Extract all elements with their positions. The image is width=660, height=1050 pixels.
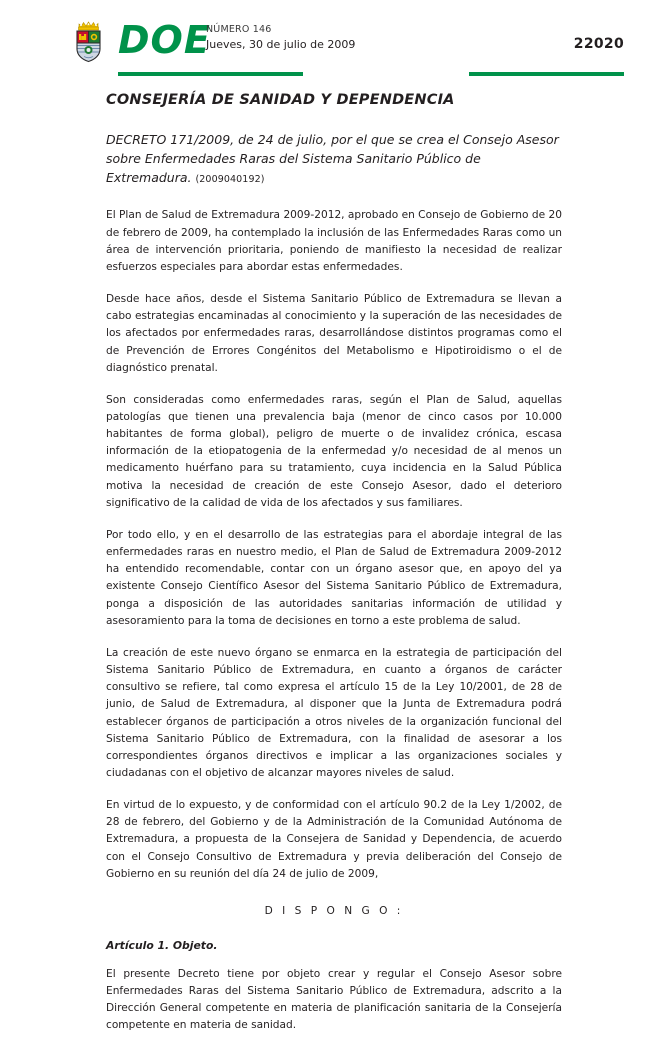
paragraph-3: Son consideradas como enfermedades raras, según el Plan de Salud, aquellas patologías que tienen una prevalencia baja (menor de cinco casos por 10.000 habitantes de forma global), peligro de muerte o de invalidez crónica, escasa información de la etiopatogenia de la enfermedad y/o necesidad de al menos un medicamento huérfano para su tratamiento, cuya incidencia en la Salud Pública motiva la necesidad de creación de este Consejo Asesor, dado el deterioro significativo de la calidad de vida de los afectados y sus familiares. [106, 393, 562, 509]
article-paragraph: El presente Decreto tiene por objeto crear y regular el Consejo Asesor sobre Enfermedades Raras del Sistema Sanitario Público de Extremadura, adscrito a la Dirección General competente en materia de planificación sanitaria de la Consejería competente en materia de sanidad. [106, 967, 562, 1032]
article-heading: Artículo 1. Objeto. [106, 938, 218, 952]
decree-title-text: DECRETO 171/2009, de 24 de julio, por el que se crea el Consejo Asesor sobre Enfermedades Raras del Sistema Sanitario Público de Extremadura. [106, 132, 559, 185]
issue-info [206, 24, 355, 52]
paragraph-4: Por todo ello, y en el desarrollo de las estrategias para el abordaje integral de las enfermedades raras en nuestro medio, el Plan de Salud de Extremadura 2009-2012 ha entendido recomendable, contar con un órgano asesor que, en apoyo del ya existente Consejo Científico Asesor del Sistema Sanitario Público de Extremadura, ponga a disposición de las autoridades sanitarias información de utilidad y asesoramiento para la toma de decisiones en torno a este problema de salud. [106, 528, 562, 627]
masthead [0, 14, 660, 64]
issue-number: NÚMERO 146 [206, 24, 272, 35]
paragraph-2: Desde hace años, desde el Sistema Sanitario Público de Extremadura se llevan a cabo estrategias encaminadas al conocimiento y la superación de las necesidades de los afectados por enfermedades raras, desarrollándose distintos programas como el de Prevención de Errores Congénitos del Metabolismo e Hipotiroidismo o el de diagnóstico prenatal. [106, 293, 562, 374]
page-number: 22020 [573, 36, 624, 52]
issue-date: Jueves, 30 de julio de 2009 [206, 37, 356, 51]
paragraph-5: La creación de este nuevo órgano se enmarca en la estrategia de participación del Sistema Sanitario Público de Extremadura, en cuanto a órganos de carácter consultivo se refiere, tal como expresa el artículo 15 de la Ley 10/2001, de 28 de junio, de Salud de Extremadura, al disponer que la Junta de Extremadura podrá establecer órganos de participación a otros niveles de la organización funcional del Sistema Sanitario Público de Extremadura, con la finalidad de asesorar a los correspondientes órganos directivos e implicar a las organizaciones sociales y ciudadanas con el objetivo de alcanzar mayores niveles de salud. [106, 646, 562, 779]
extremadura-coat-of-arms-icon [72, 18, 110, 64]
paragraph-1: El Plan de Salud de Extremadura 2009-2012, aprobado en Consejo de Gobierno de 20 de febrero de 2009, ha contemplado la inclusión de las Enfermedades Raras como un área de intervención prioritaria, poniendo de manifiesto la necesidad de realizar esfuerzos especiales para abordar estas enfermedades. [106, 209, 562, 273]
header-rule-left [118, 72, 303, 76]
doe-logo: DOE [118, 18, 211, 62]
decree-title [106, 130, 562, 187]
enacting-clause: D I S P O N G O : [264, 904, 404, 917]
department-title: CONSEJERÍA DE SANIDAD Y DEPENDENCIA [106, 92, 455, 108]
decree-reference: (2009040192) [195, 174, 265, 185]
document-body [106, 92, 562, 1050]
paragraph-6: En virtud de lo expuesto, y de conformidad con el artículo 90.2 de la Ley 1/2002, de 28 de febrero, del Gobierno y de la Administración de la Comunidad Autónoma de Extremadura, a propuesta de la Consejera de Sanidad y Dependencia, de acuerdo con el Consejo Consultivo de Extremadura y previa deliberación del Consejo de Gobierno en su reunión del día 24 de julio de 2009, [106, 799, 562, 880]
header-rule-right [469, 72, 624, 76]
